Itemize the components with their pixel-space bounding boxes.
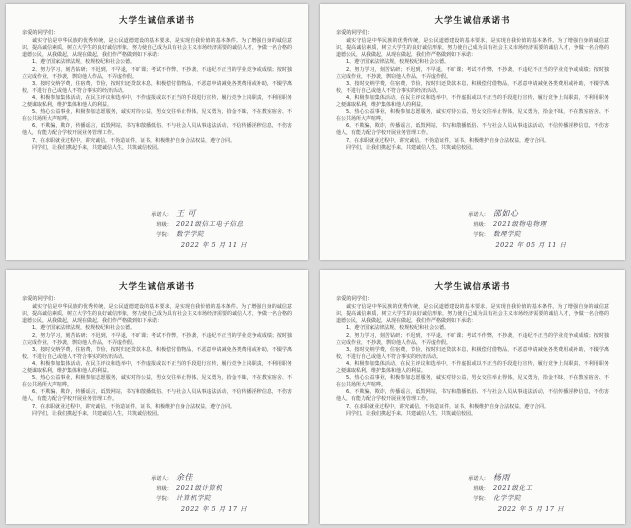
intro-paragraph: 诚实守信是中华民族的优秀传统，是公民道德建设的基本要求，是实现自我价值的基本条件。为了增强自身的诚信意识，提高诚信素质，树立大学生的良好诚信形象，努力使自己成为具有社会主义市场经济需要的诚信人才，争做一名合格的道德公民，从我做起，从现在做起，我们作严格做到如下承诺：	[336, 38, 609, 59]
pledge-title: 大学生诚信承诺书	[434, 282, 511, 292]
greeting: 亲爱的同学们：	[336, 296, 373, 302]
pledge-item: 2、努力学习，刻苦钻研；不迟到，不早退，不旷课；考试不作弊，不抄袭，不违纪不正当的学业竞争或成绩；按时独立完成作业，不抄袭，剽窃他人作品，不弄虚作假。	[22, 66, 292, 80]
college-label: 学院：	[156, 232, 172, 238]
closing-line: 同学们，让我们携起手来，共建诚信人生，共筑诚信校园。	[346, 410, 477, 417]
pledge-item: 1、遵守国家法律法规，校规校纪和社会公德。	[32, 59, 136, 66]
class-value: 2021级信工电子信息	[176, 220, 244, 228]
pledge-item: 5、热心公益事业，积极参加志愿服务，诚实对待公益，男女交往举止得体，见义勇为，拾金不昧，不在教室宿舍、不在公共场所大声喧哗。	[22, 109, 292, 123]
greeting: 亲爱的同学们：	[22, 30, 59, 36]
signature-block	[144, 209, 284, 250]
pledge-item: 2、努力学习，刻苦钻研；不迟到，不早退，不旷课；考试不作弊，不抄袭，不违纪不正当的学业竞争或成绩；按时独立完成作业，不抄袭，剽窃他人作品，不弄虚作假。	[22, 332, 292, 346]
pledge-item: 3、按时交纳学费，住宿费，节俭，按时归还贷款本息，积极偿付借物品，不恶意申请减免各类费用或补助，不辍学离校，不进行自己或他人不符合事实的经济活动。	[336, 80, 609, 94]
pledge-item: 1、遵守国家法律法规，校规校纪和社会公德。	[32, 325, 136, 332]
pledge-item: 5、热心公益事业，积极参加志愿服务，诚实对待公益，男女交往举止得体，见义勇为，拾金不昧，不在教室宿舍、不在公共场所大声喧哗。	[336, 375, 609, 389]
greeting: 亲爱的同学们：	[336, 30, 373, 36]
sign-date: 2022 年 5 月 17 日	[497, 505, 565, 513]
pledge-title: 大学生诚信承诺书	[118, 16, 195, 26]
pledge-item: 3、按时交纳学费，住宿费，节俭，按时归还贷款本息，积极偿付借物品，不恶意申请减免各类费用或补助，不辍学离校，不进行自己或他人不符合事实的经济活动。	[22, 80, 292, 94]
signer-label: 承诺人：	[468, 476, 489, 482]
college-value: 数理学院	[493, 230, 521, 238]
sign-date: 2022 年 05 月 11 日	[495, 241, 567, 249]
pledge-sheet-2	[320, 4, 625, 260]
pledge-item: 4、积极参加集体活动，在民主评议和选举中，不作虚报或以不正当的手段进行宣传，履行竞争上岗职责，不利用职务之便谋取私利，维护集体和他人的利益。	[22, 360, 292, 375]
college-value: 化学学院	[493, 494, 521, 502]
pledge-title: 大学生诚信承诺书	[118, 282, 195, 292]
college-label: 学院：	[156, 496, 172, 502]
closing-line: 同学们，让我们携起手来，共建诚信人生，共筑诚信校园。	[32, 144, 163, 151]
pledge-item: 7、在求职就业过程中，讲究诚信，不伪造证件，证书，积极维护自身合法权益，遵守合同。	[32, 403, 236, 410]
class-value: 2021级物电物理	[493, 220, 547, 228]
signer-name: 余佳	[176, 473, 193, 482]
class-label: 班级：	[473, 222, 489, 228]
pledge-item: 4、积极参加集体活动，在民主评议和选举中，不作虚报或以不正当的手段进行宣传，履行竞争上岗职责，不利用职务之便谋取私利，维护集体和他人的利益。	[336, 360, 609, 375]
signature-block	[461, 473, 601, 514]
closing-line: 同学们，让我们携起手来，共建诚信人生，共筑诚信校园。	[32, 410, 163, 417]
pledge-item: 7、在求职就业过程中，讲究诚信，不伪造证件，证书，积极维护自身合法权益，遵守合同。	[346, 137, 550, 144]
intro-paragraph: 诚实守信是中华民族的优秀传统，是公民道德建设的基本要求，是实现自我价值的基本条件。为了增强自身的诚信意识，提高诚信素质，树立大学生的良好诚信形象，努力使自己成为具有社会主义市场经济需要的诚信人才，争做一名合格的道德公民，从我做起，从现在做起，我们作严格做到如下承诺：	[22, 38, 293, 59]
intro-paragraph: 诚实守信是中华民族的优秀传统，是公民道德建设的基本要求，是实现自我价值的基本条件。为了增强自身的诚信意识，提高诚信素质，树立大学生的良好诚信形象，努力使自己成为具有社会主义市场经济需要的诚信人才，争做一名合格的道德公民，从我做起，从现在做起，我们作严格做到如下承诺：	[336, 304, 609, 325]
class-label: 班级：	[156, 486, 172, 492]
pledge-item: 4、积极参加集体活动，在民主评议和选举中，不作虚报或以不正当的手段进行宣传，履行竞争上岗职责，不利用职务之便谋取私利，维护集体和他人的利益。	[22, 94, 292, 109]
closing-line: 同学们，让我们携起手来，共建诚信人生，共筑诚信校园。	[346, 144, 477, 151]
greeting: 亲爱的同学们：	[22, 296, 59, 302]
signer-label: 承诺人：	[151, 476, 172, 482]
sign-date: 2022 年 5 月 11 日	[180, 241, 248, 249]
pledge-item: 3、按时交纳学费，住宿费，节俭，按时归还贷款本息，积极偿付借物品，不恶意申请减免各类费用或补助，不辍学离校，不进行自己或他人不符合事实的经济活动。	[22, 346, 292, 360]
class-label: 班级：	[473, 486, 489, 492]
pledge-item: 5、热心公益事业，积极参加志愿服务，诚实对待公益，男女交往举止得体，见义勇为，拾金不昧，不在教室宿舍、不在公共场所大声喧哗。	[22, 375, 292, 389]
pledge-sheet-1	[6, 4, 308, 260]
signer-name: 邵如心	[493, 209, 519, 218]
pledge-item: 2、努力学习，刻苦钻研；不迟到，不早退，不旷课；考试不作弊，不抄袭，不违纪不正当的学业竞争或成绩；按时独立完成作业，不抄袭，剽窃他人作品，不弄虚作假。	[336, 332, 609, 346]
signer-label: 承诺人：	[151, 212, 172, 218]
pledge-item: 6、不欺骗，欺诈，传播谣言，诋毁网站，书写和散播低俗、不与社会人员从事违法活动，不信传播淫秽信息，不伤害他人，有能力配合学校开展业务管理工作。	[22, 389, 292, 403]
pledge-title: 大学生诚信承诺书	[434, 16, 511, 26]
signer-name: 杨雨	[493, 473, 510, 482]
sign-date: 2022 年 5 月 17 日	[180, 505, 248, 513]
pledge-item: 4、积极参加集体活动，在民主评议和选举中，不作虚报或以不正当的手段进行宣传，履行竞争上岗职责，不利用职务之便谋取私利，维护集体和他人的利益。	[336, 94, 609, 109]
pledge-item: 6、不欺骗，欺诈，传播谣言，诋毁网站，书写和散播低俗、不与社会人员从事违法活动，不信传播淫秽信息，不伤害他人，有能力配合学校开展业务管理工作。	[336, 389, 609, 403]
intro-paragraph: 诚实守信是中华民族的优秀传统，是公民道德建设的基本要求，是实现自我价值的基本条件。为了增强自身的诚信意识，提高诚信素质，树立大学生的良好诚信形象，努力使自己成为具有社会主义市场经济需要的诚信人才，争做一名合格的道德公民，从我做起，从现在做起，我们作严格做到如下承诺：	[22, 304, 293, 325]
signer-label: 承诺人：	[468, 212, 489, 218]
pledge-item: 5、热心公益事业，积极参加志愿服务，诚实对待公益，男女交往举止得体，见义勇为，拾金不昧，不在教室宿舍、不在公共场所大声喧哗。	[336, 109, 609, 123]
class-label: 班级：	[156, 222, 172, 228]
signature-block	[144, 473, 284, 514]
pledge-item: 6、不欺骗，欺诈，传播谣言，诋毁网站，书写和散播低俗、不与社会人员从事违法活动，不信传播淫秽信息，不伤害他人，有能力配合学校开展业务管理工作。	[22, 123, 292, 137]
signature-block	[461, 209, 601, 250]
class-value: 2021级化工	[493, 484, 533, 492]
pledge-item: 3、按时交纳学费，住宿费，节俭，按时归还贷款本息，积极偿付借物品，不恶意申请减免各类费用或补助，不辍学离校，不进行自己或他人不符合事实的经济活动。	[336, 346, 609, 360]
pledge-sheet-4	[320, 270, 625, 524]
college-value: 数学学院	[176, 230, 204, 238]
pledge-item: 7、在求职就业过程中，讲究诚信，不伪造证件，证书，积极维护自身合法权益，遵守合同。	[32, 137, 236, 144]
class-value: 2021级计算机	[176, 484, 223, 492]
pledge-item: 7、在求职就业过程中，讲究诚信，不伪造证件，证书，积极维护自身合法权益，遵守合同。	[346, 403, 550, 410]
college-label: 学院：	[473, 232, 489, 238]
college-label: 学院：	[473, 496, 489, 502]
pledge-item: 1、遵守国家法律法规，校规校纪和社会公德。	[346, 59, 450, 66]
college-value: 计算机学院	[176, 494, 211, 502]
pledge-item: 6、不欺骗，欺诈，传播谣言，诋毁网站，书写和散播低俗、不与社会人员从事违法活动，不信传播淫秽信息，不伤害他人，有能力配合学校开展业务管理工作。	[336, 123, 609, 137]
signer-name: 王 可	[176, 209, 197, 218]
pledge-sheet-3	[6, 270, 308, 524]
pledge-item: 2、努力学习，刻苦钻研；不迟到，不早退，不旷课；考试不作弊，不抄袭，不违纪不正当的学业竞争或成绩；按时独立完成作业，不抄袭，剽窃他人作品，不弄虚作假。	[336, 66, 609, 80]
pledge-item: 1、遵守国家法律法规，校规校纪和社会公德。	[346, 325, 450, 332]
